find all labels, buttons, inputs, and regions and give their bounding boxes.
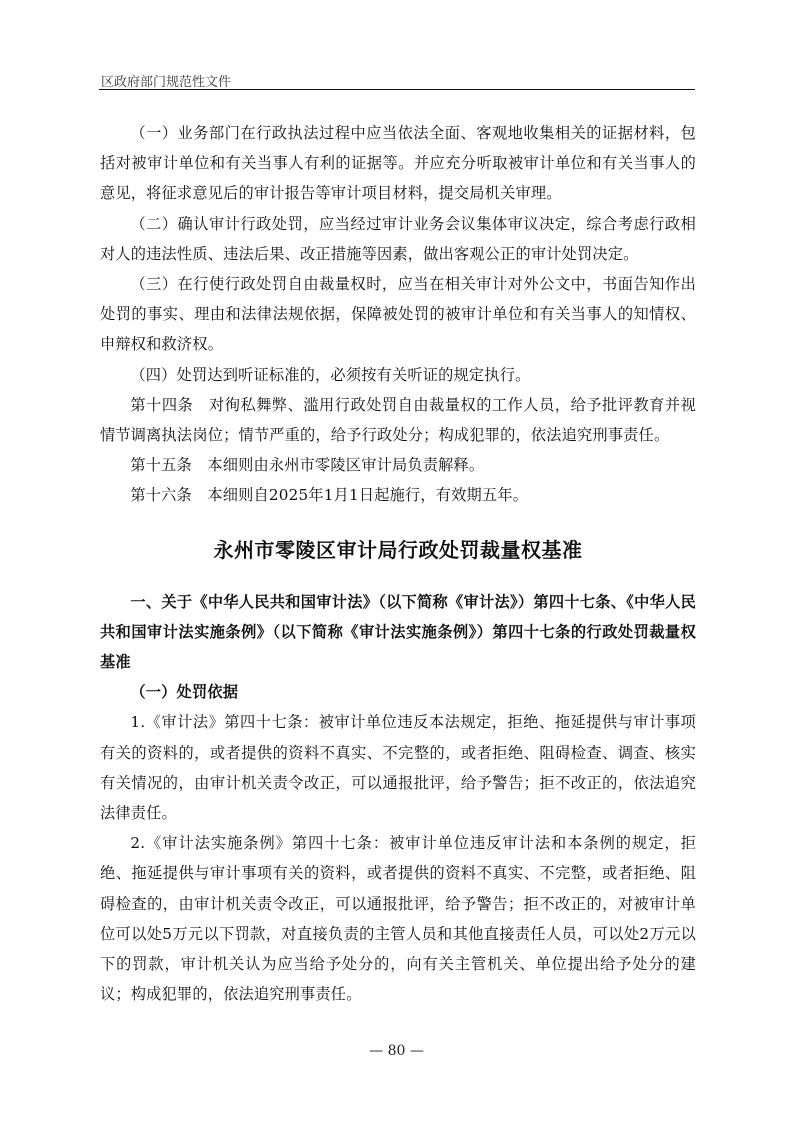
paragraph: 1.《审计法》第四十七条：被审计单位违反本法规定，拒绝、拖延提供与审计事项有关的资料的，或者提供的资料不真实、不完整的，或者拒绝、阻碍检查、调查、核实有关情况的，由审计机关责令改正，可以通报批评，给予警告；拒不改正的，依法追究法律责任。 bbox=[100, 713, 696, 823]
document-header: 区政府部门规范性文件 bbox=[101, 75, 232, 90]
document-body bbox=[100, 118, 696, 1009]
paragraph: （一）业务部门在行政执法过程中应当依法全面、客观地收集相关的证据材料，包括对被审计单位和有关当事人有利的证据等。并应充分听取被审计单位和有关当事人的意见，将征求意见后的审计报告等审计项目材料，提交局机关审理。 bbox=[100, 124, 696, 203]
subsection-heading: 一、关于《中华人民共和国审计法》（以下简称《审计法》）第四十七条、《中华人民共和国审计法实施条例》（以下简称《审计法实施条例》）第四十七条的行政处罚裁量权基准 bbox=[100, 592, 696, 672]
paragraph: （三）在行使行政处罚自由裁量权时，应当在相关审计对外公文中，书面告知作出处罚的事实、理由和法律法规依据，保障被处罚的被审计单位和有关当事人的知情权、申辩权和救济权。 bbox=[100, 275, 696, 354]
article-16: 第十六条 本细则自2025年1月1日起施行，有效期五年。 bbox=[130, 486, 529, 505]
article-15: 第十五条 本细则由永州市零陵区审计局负责解释。 bbox=[130, 456, 485, 475]
subsection-heading: （一）处罚依据 bbox=[130, 683, 239, 702]
page-number: — 80 — bbox=[369, 1043, 424, 1059]
paragraph: （四）处罚达到听证标准的，必须按有关听证的规定执行。 bbox=[130, 365, 531, 384]
header-rule bbox=[99, 89, 695, 90]
paragraph: （二）确认审计行政处罚，应当经过审计业务会议集体审议决定，综合考虑行政相对人的违法性质、违法后果、改正措施等因素，做出客观公正的审计处罚决定。 bbox=[100, 214, 696, 263]
paragraph: 2.《审计法实施条例》第四十七条：被审计单位违反审计法和本条例的规定，拒绝、拖延提供与审计事项有关的资料，或者提供的资料不真实、不完整，或者拒绝、阻碍检查的，由审计机关责令改正，可以通报批评，给予警告；拒不改正的，对被审计单位可以处5万元以下罚款，对直接负责的主管人员和其他直接责任人员，可以处2万元以下的罚款，审计机关认为应当给予处分的，向有关主管机关、单位提出给予处分的建议；构成犯罪的，依法追究刑事责任。 bbox=[100, 834, 696, 1004]
section-title: 永州市零陵区审计局行政处罚裁量权基准 bbox=[213, 537, 583, 562]
article-14: 第十四条 对徇私舞弊、滥用行政处罚自由裁量权的工作人员，给予批评教育并视情节调离执法岗位；情节严重的，给予行政处分；构成犯罪的，依法追究刑事责任。 bbox=[100, 395, 696, 445]
